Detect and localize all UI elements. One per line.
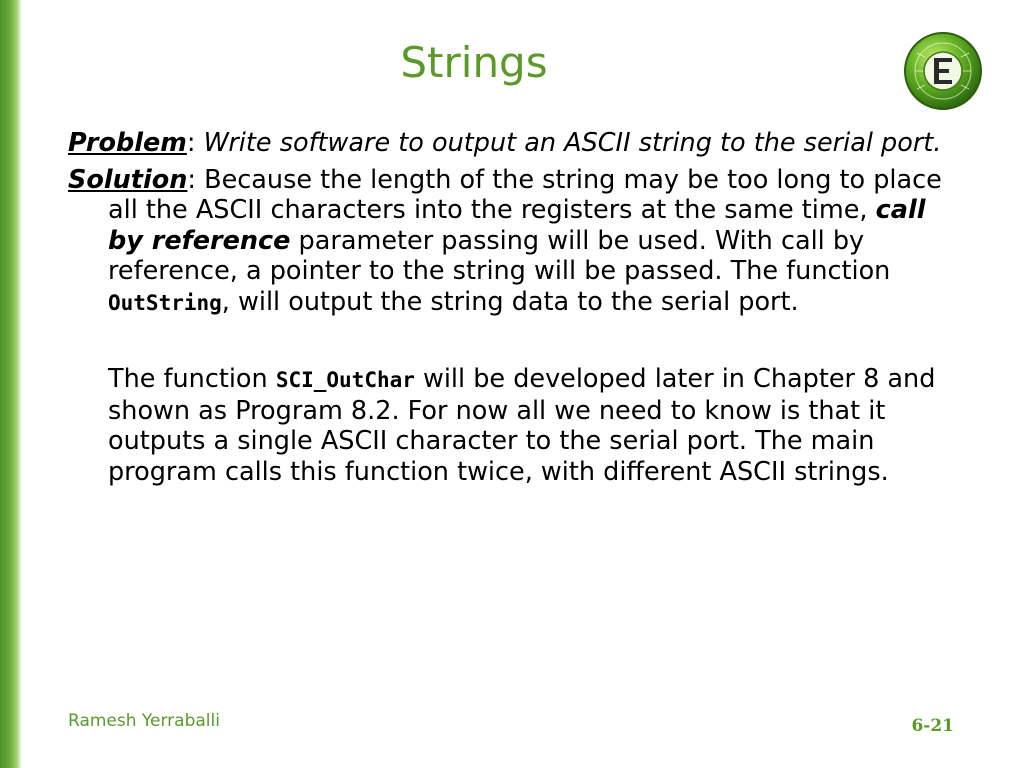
slide-body [68,128,948,487]
side-accent-bar [0,0,22,768]
call-by-reference-emphasis: call by reference [108,195,926,256]
problem-label: Problem [68,128,187,158]
solution-label: Solution [68,164,188,195]
footer-author: Ramesh Yerraballi [68,711,220,731]
note-text-1: The function [108,364,276,394]
solution-text-2: parameter passing will be used. With call by reference, a pointer to the string will be passed. The function [108,225,891,286]
sci-outchar-code: SCI_OutChar [275,368,415,392]
outstring-code: OutString [108,290,222,315]
problem-text: Write software to output an ASCII string to the serial port. [203,128,942,158]
solution-paragraph [68,165,948,319]
solution-text-3: , will output the string data to the serial port. [221,286,799,317]
solution-text-1: Because the length of the string may be too long to place all the ASCII characters into the registers at the same time, [108,164,942,225]
problem-separator: : [186,128,204,158]
texas-e-seal-icon [903,31,983,111]
slide-title: Strings [400,38,548,87]
note-text-2: will be developed later in Chapter 8 and shown as Program 8.2. For now all we need to know is that it outputs a single ASCII character to the serial port. The main program calls this function twice, with different ASCII strings. [108,364,936,487]
footer-page-number: 6-21 [911,716,954,736]
note-paragraph [68,364,948,487]
problem-paragraph [68,128,948,159]
solution-separator: : [187,164,205,195]
